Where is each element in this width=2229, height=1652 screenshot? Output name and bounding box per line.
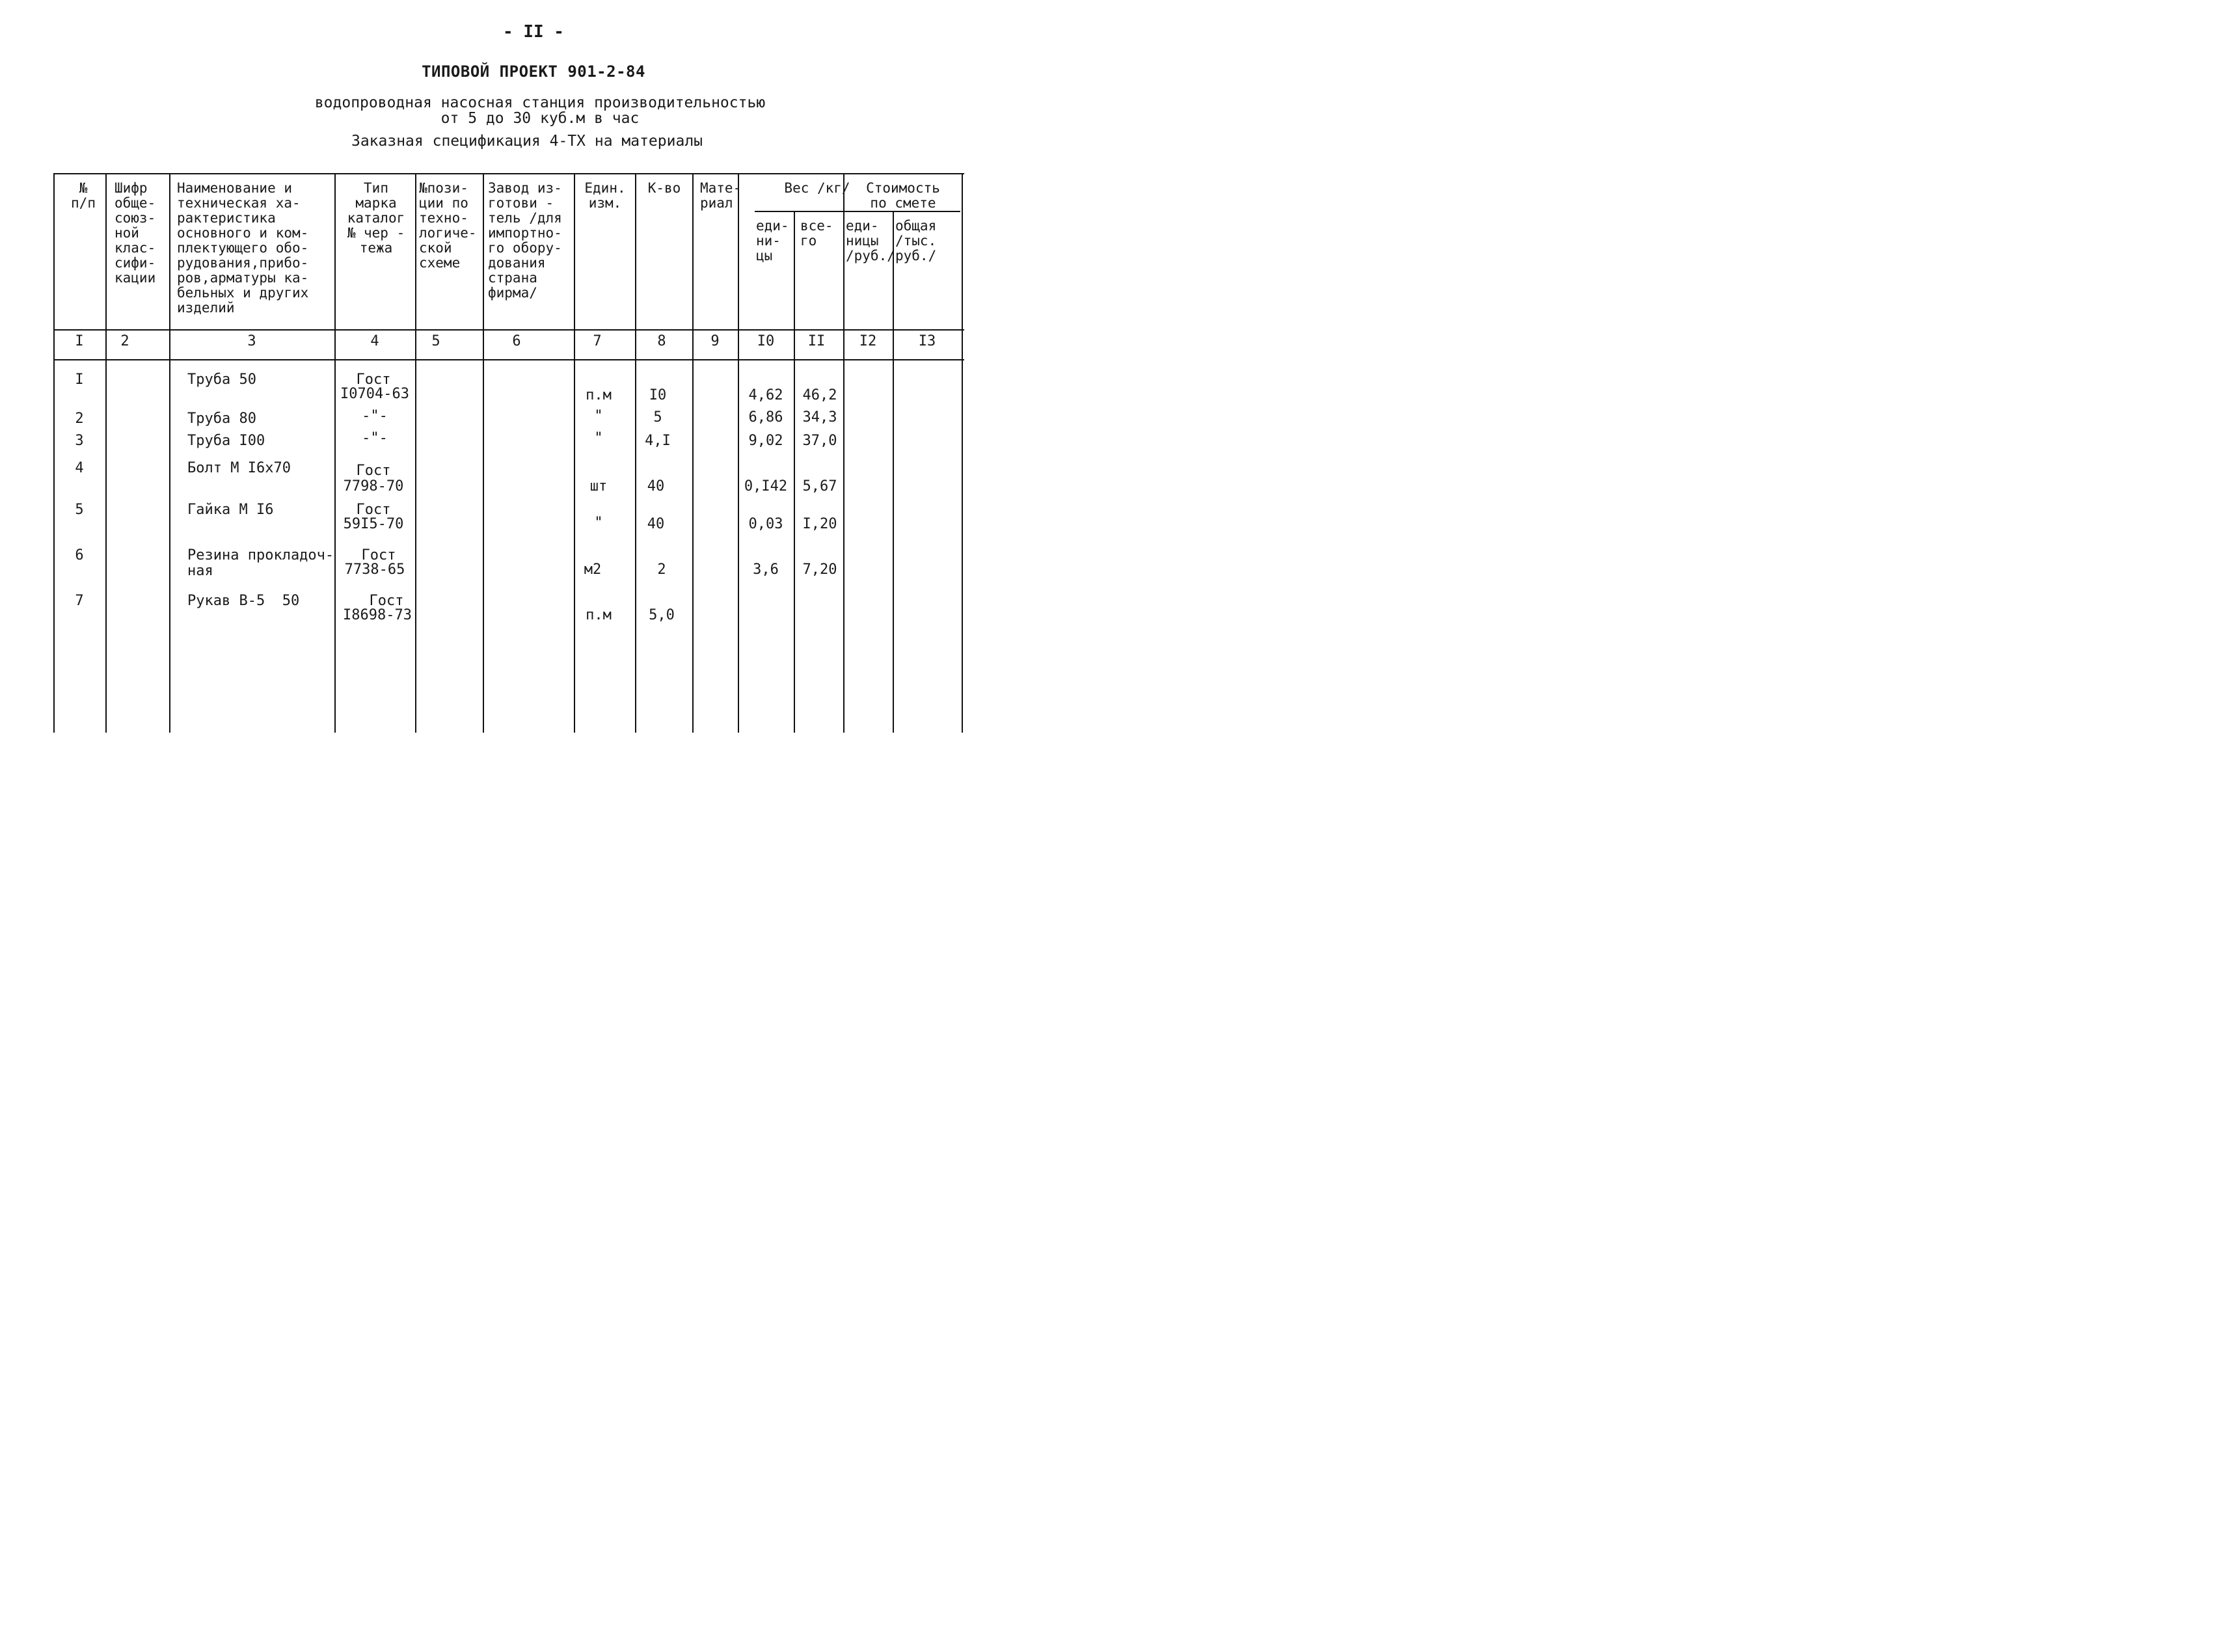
col-divider — [635, 173, 636, 733]
group-header-weight: Вес /кг/ — [784, 180, 850, 196]
header-bottom-rule — [53, 329, 964, 331]
table-row-4-num: 4 — [75, 460, 84, 476]
table-row-7-name: Рукав В-5 50 — [187, 593, 300, 609]
specification-table — [53, 173, 964, 733]
col-header-6: Завод из- готови - тель /для импортно- го обору- дования страна фирма/ — [488, 180, 562, 301]
table-row-6-num: 6 — [75, 547, 84, 563]
col-header-9: Мате- риал — [700, 180, 742, 211]
col-divider — [692, 173, 694, 733]
table-row-6-unit: м2 — [584, 562, 602, 578]
table-row-1-num: I — [75, 372, 84, 388]
table-row-3-unit: " — [594, 430, 603, 446]
table-row-7-unit: п.м — [586, 607, 612, 623]
table-row-3-type: -"- — [362, 430, 388, 446]
table-row-5-unit: " — [594, 515, 603, 531]
table-row-3-qty: 4,I — [645, 433, 671, 449]
col-divider — [105, 173, 107, 733]
column-number-rule — [53, 359, 964, 360]
col-header-12: еди- ницы /руб./ — [846, 218, 895, 264]
col-header-4: Тип марка каталог № чер - тежа — [347, 180, 405, 256]
table-row-5-qty: 40 — [647, 516, 665, 532]
group-subheader-rule — [755, 211, 960, 212]
table-row-4-weight-total: 5,67 — [802, 478, 837, 494]
table-row-5-weight-unit: 0,03 — [748, 516, 783, 532]
col-divider — [794, 211, 795, 733]
col-divider — [334, 173, 336, 733]
col-number: 3 — [247, 333, 256, 349]
table-row-2-name: Труба 80 — [187, 411, 256, 427]
table-row-6-weight-total: 7,20 — [802, 562, 837, 578]
col-divider — [574, 173, 575, 733]
table-row-3-name: Труба I00 — [187, 433, 265, 449]
col-number: 5 — [431, 333, 440, 349]
col-number: I0 — [757, 333, 775, 349]
table-left-border — [53, 173, 55, 733]
col-header-1: № п/п — [71, 180, 96, 211]
col-header-10: еди- ни- цы — [756, 218, 789, 264]
subtitle-line-1: водопроводная насосная станция производительностью — [314, 94, 766, 111]
table-row-7-num: 7 — [75, 593, 84, 609]
table-row-1-type: I0704-63 — [340, 386, 409, 402]
table-row-1-name: Труба 50 — [187, 372, 256, 388]
table-right-border — [962, 173, 963, 733]
table-row-5-weight-total: I,20 — [802, 516, 837, 532]
group-header-cost: Стоимость по смете — [866, 180, 940, 211]
table-row-2-unit: " — [594, 408, 603, 424]
table-row-1-weight-total: 46,2 — [802, 387, 837, 403]
table-row-4-type-top: Гост — [356, 463, 391, 479]
col-number: 4 — [370, 333, 379, 349]
table-row-2-type: -"- — [362, 408, 388, 424]
col-number: 6 — [512, 333, 521, 349]
document-subtitle — [0, 95, 1080, 126]
specification-title: Заказная спецификация 4-ТХ на материалы — [351, 133, 703, 150]
col-number: 2 — [120, 333, 129, 349]
col-number: 7 — [593, 333, 602, 349]
table-row-1-qty: I0 — [649, 387, 667, 403]
table-row-4-name: Болт М I6x70 — [187, 460, 291, 476]
col-number: 8 — [657, 333, 666, 349]
table-top-border — [53, 173, 964, 174]
table-row-5-name: Гайка М I6 — [187, 502, 274, 518]
table-row-1-type-top: Гост — [356, 372, 391, 388]
table-row-6-weight-unit: 3,6 — [753, 562, 779, 578]
col-header-8: К-во — [647, 180, 681, 196]
table-row-2-num: 2 — [75, 411, 84, 427]
col-divider — [843, 173, 844, 733]
table-row-3-weight-total: 37,0 — [802, 433, 837, 449]
col-divider — [483, 173, 484, 733]
table-row-2-weight-total: 34,3 — [802, 409, 837, 426]
table-row-2-weight-unit: 6,86 — [748, 409, 783, 426]
table-row-4-unit: шт — [589, 478, 608, 494]
col-number: II — [807, 333, 826, 349]
table-row-7-type-top: Гост — [369, 593, 404, 609]
col-header-2: Шифр обще- союз- ной клас- сифи- кации — [115, 180, 156, 286]
col-header-13: общая /тыс. руб./ — [895, 218, 937, 264]
col-header-5: №пози- ции по техно- логиче- ской схеме — [419, 180, 477, 271]
table-row-5-num: 5 — [75, 502, 84, 518]
table-row-6-qty: 2 — [657, 562, 666, 578]
table-row-4-weight-unit: 0,I42 — [744, 478, 788, 494]
col-header-3: Наименование и техническая ха- рактеристика основного и ком- плектующего обо- рудования,прибо- ров,арматуры ка- бельных и других изделий — [177, 180, 309, 316]
table-row-5-type-top: Гост — [356, 502, 391, 518]
page-number: - II - — [503, 22, 564, 42]
col-divider — [893, 211, 894, 733]
col-divider — [169, 173, 170, 733]
table-row-5-type: 59I5-70 — [343, 516, 404, 532]
col-number: I — [75, 333, 84, 349]
col-number: 9 — [710, 333, 720, 349]
table-row-4-qty: 40 — [647, 478, 665, 494]
table-row-7-qty: 5,0 — [649, 607, 675, 623]
table-row-3-num: 3 — [75, 433, 84, 449]
table-row-3-weight-unit: 9,02 — [748, 433, 783, 449]
subtitle-line-2: от 5 до 30 куб.м в час — [440, 110, 640, 127]
table-row-4-type: 7798-70 — [343, 478, 404, 494]
col-header-7: Един. изм. — [584, 180, 626, 211]
col-divider — [415, 173, 416, 733]
table-row-6-type-top: Гост — [361, 547, 396, 563]
table-row-2-qty: 5 — [653, 409, 662, 426]
col-divider — [738, 173, 739, 733]
table-row-1-weight-unit: 4,62 — [748, 387, 783, 403]
col-number: I2 — [859, 333, 877, 349]
table-row-6-type: 7738-65 — [344, 562, 405, 578]
document-title: ТИПОВОЙ ПРОЕКТ 901-2-84 — [422, 62, 645, 81]
col-header-11: все- го — [800, 218, 833, 249]
table-row-1-unit: п.м — [586, 387, 612, 403]
table-row-6-name: Резина прокладоч- ная — [187, 547, 334, 579]
col-number: I3 — [918, 333, 936, 349]
table-row-7-type: I8698-73 — [343, 607, 412, 623]
